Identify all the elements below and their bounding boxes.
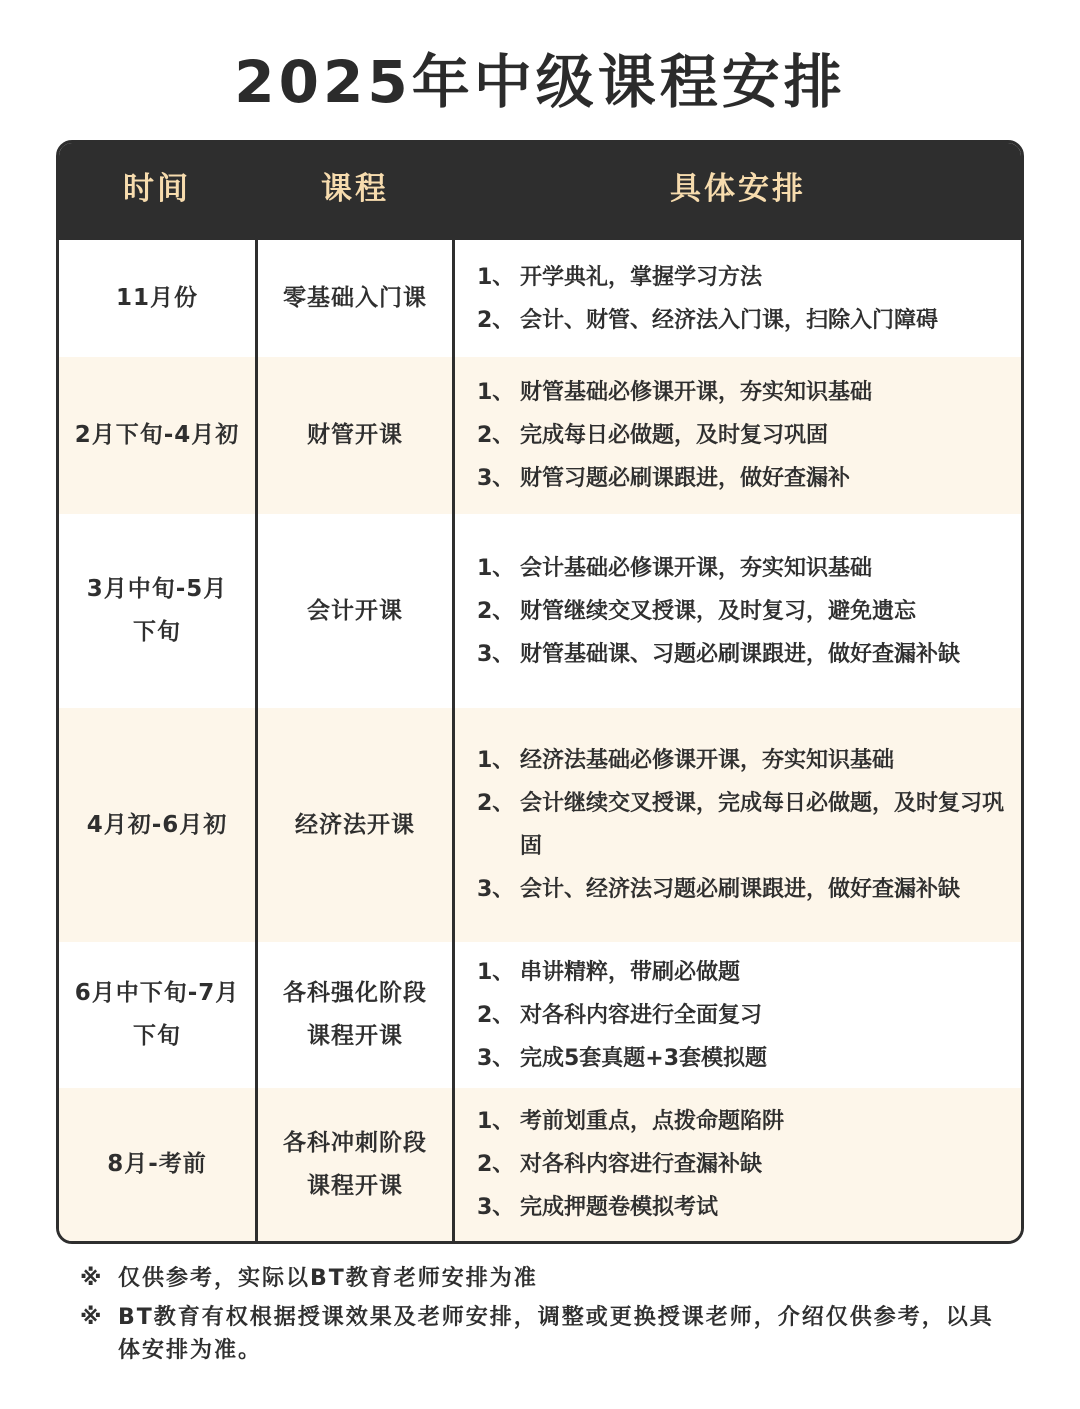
plan-item-text: 串讲精粹，带刷必做题 xyxy=(520,959,741,985)
plan-item-number: 3、 xyxy=(477,1045,515,1071)
plan-item xyxy=(455,994,1021,1037)
course-text: 各科冲刺阶段 xyxy=(283,1129,427,1156)
reference-mark-icon: ※ xyxy=(80,1305,104,1330)
plan-cell xyxy=(455,708,1021,942)
plan-item xyxy=(455,414,1021,457)
plan-item-number: 2、 xyxy=(477,1152,515,1177)
course-text: 各科强化阶段 xyxy=(283,980,427,1006)
time-text: 6月中下旬-7月 xyxy=(74,980,240,1006)
time-cell xyxy=(59,708,255,942)
plan-item-number: 1、 xyxy=(477,1109,515,1134)
plan-item-text: 考前划重点，点拨命题陷阱 xyxy=(520,1109,785,1134)
plan-item-text: 财管基础课、习题必刷课跟进，做好查漏补缺 xyxy=(520,641,961,667)
plan-item-number: 3、 xyxy=(477,641,515,667)
plan-item-text: 财管继续交叉授课，及时复习，避免遗忘 xyxy=(520,598,917,624)
plan-item-text: 完成每日必做题，及时复习巩固 xyxy=(520,423,829,448)
time-text: 3月中旬-5月 xyxy=(86,576,228,602)
table-row xyxy=(59,708,1021,942)
time-cell xyxy=(59,942,255,1088)
schedule-table xyxy=(56,140,1024,1244)
plan-item-number: 3、 xyxy=(477,466,515,491)
plan-item xyxy=(455,1100,1021,1143)
plan-item xyxy=(455,951,1021,994)
plan-item-text: 财管基础必修课开课，夯实知识基础 xyxy=(520,380,873,405)
course-cell xyxy=(258,708,452,942)
plan-item-number: 1、 xyxy=(477,264,515,290)
time-cell xyxy=(59,514,255,708)
plan-item-number: 1、 xyxy=(477,959,515,985)
reference-mark-icon: ※ xyxy=(80,1266,104,1291)
plan-item xyxy=(455,1037,1021,1080)
plan-item-text: 会计继续交叉授课，完成每日必做题，及时复习巩固 xyxy=(520,791,1005,859)
time-cell xyxy=(59,240,255,357)
plan-item xyxy=(455,1143,1021,1186)
plan-item-number: 3、 xyxy=(477,1195,515,1220)
plan-item xyxy=(455,739,1021,782)
plan-item-text: 会计、经济法习题必刷课跟进，做好查漏补缺 xyxy=(520,877,961,902)
course-cell xyxy=(258,1088,452,1241)
course-text: 会计开课 xyxy=(307,597,403,624)
time-text: 8月-考前 xyxy=(107,1151,207,1177)
table-row xyxy=(59,240,1021,357)
plan-item xyxy=(455,547,1021,590)
plan-item-number: 1、 xyxy=(477,748,515,773)
plan-item xyxy=(455,256,1021,299)
plan-cell xyxy=(455,1088,1021,1241)
time-text: 下旬 xyxy=(133,619,181,645)
footnotes xyxy=(80,1262,1010,1373)
plan-item-number: 2、 xyxy=(477,598,515,624)
plan-cell xyxy=(455,240,1021,357)
plan-item xyxy=(455,782,1021,868)
header-plan: 具体安排 xyxy=(670,171,806,207)
table-row xyxy=(59,357,1021,514)
footnote-text: 仅供参考，实际以BT教育老师安排为准 xyxy=(118,1266,538,1291)
footnote xyxy=(80,1262,1010,1295)
course-cell xyxy=(258,357,452,514)
plan-item-number: 1、 xyxy=(477,555,515,581)
table-header xyxy=(59,143,1021,240)
page-title: 2025年中级课程安排 xyxy=(234,48,846,116)
course-text: 课程开课 xyxy=(307,1023,403,1049)
plan-item-text: 对各科内容进行全面复习 xyxy=(520,1002,763,1028)
plan-cell xyxy=(455,942,1021,1088)
plan-item-number: 2、 xyxy=(477,307,515,333)
time-cell xyxy=(59,1088,255,1241)
table-row xyxy=(59,514,1021,708)
time-text: 2月下旬-4月初 xyxy=(74,422,240,448)
plan-item-text: 对各科内容进行查漏补缺 xyxy=(520,1152,763,1177)
course-text: 经济法开课 xyxy=(295,811,415,838)
plan-item-text: 经济法基础必修课开课，夯实知识基础 xyxy=(520,748,895,773)
plan-item-text: 完成5套真题+3套模拟题 xyxy=(520,1045,768,1071)
plan-item-text: 完成押题卷模拟考试 xyxy=(520,1195,719,1220)
plan-cell xyxy=(455,514,1021,708)
header-course: 课程 xyxy=(321,171,389,207)
time-text: 4月初-6月初 xyxy=(86,811,228,838)
time-text: 下旬 xyxy=(133,1023,181,1049)
course-cell xyxy=(258,942,452,1088)
plan-item-text: 财管习题必刷课跟进，做好查漏补 xyxy=(520,466,851,491)
column-divider xyxy=(452,240,455,1241)
plan-item-number: 1、 xyxy=(477,380,515,405)
plan-item xyxy=(455,1186,1021,1229)
plan-item-number: 2、 xyxy=(477,1002,515,1028)
plan-item xyxy=(455,299,1021,342)
plan-item-number: 3、 xyxy=(477,877,515,902)
plan-item-number: 2、 xyxy=(477,423,515,448)
plan-item xyxy=(455,633,1021,676)
course-text: 课程开课 xyxy=(307,1172,403,1199)
plan-item-text: 开学典礼，掌握学习方法 xyxy=(520,264,763,290)
plan-item xyxy=(455,590,1021,633)
course-cell xyxy=(258,514,452,708)
table-row xyxy=(59,1088,1021,1241)
plan-item-number: 2、 xyxy=(477,791,515,816)
plan-cell xyxy=(455,357,1021,514)
plan-item xyxy=(455,457,1021,500)
column-divider xyxy=(255,240,258,1241)
course-cell xyxy=(258,240,452,357)
table-row xyxy=(59,942,1021,1088)
time-text: 11月份 xyxy=(115,285,198,311)
header-time: 时间 xyxy=(123,171,191,207)
time-cell xyxy=(59,357,255,514)
course-text: 零基础入门课 xyxy=(283,285,427,311)
plan-item xyxy=(455,868,1021,911)
plan-item-text: 会计基础必修课开课，夯实知识基础 xyxy=(520,555,873,581)
footnote xyxy=(80,1301,1010,1367)
footnote-text: BT教育有权根据授课效果及老师安排，调整或更换授课老师，介绍仅供参考，以具体安排为准。 xyxy=(118,1305,994,1363)
plan-item-text: 会计、财管、经济法入门课，扫除入门障碍 xyxy=(520,307,939,333)
course-text: 财管开课 xyxy=(307,422,403,448)
plan-item xyxy=(455,371,1021,414)
